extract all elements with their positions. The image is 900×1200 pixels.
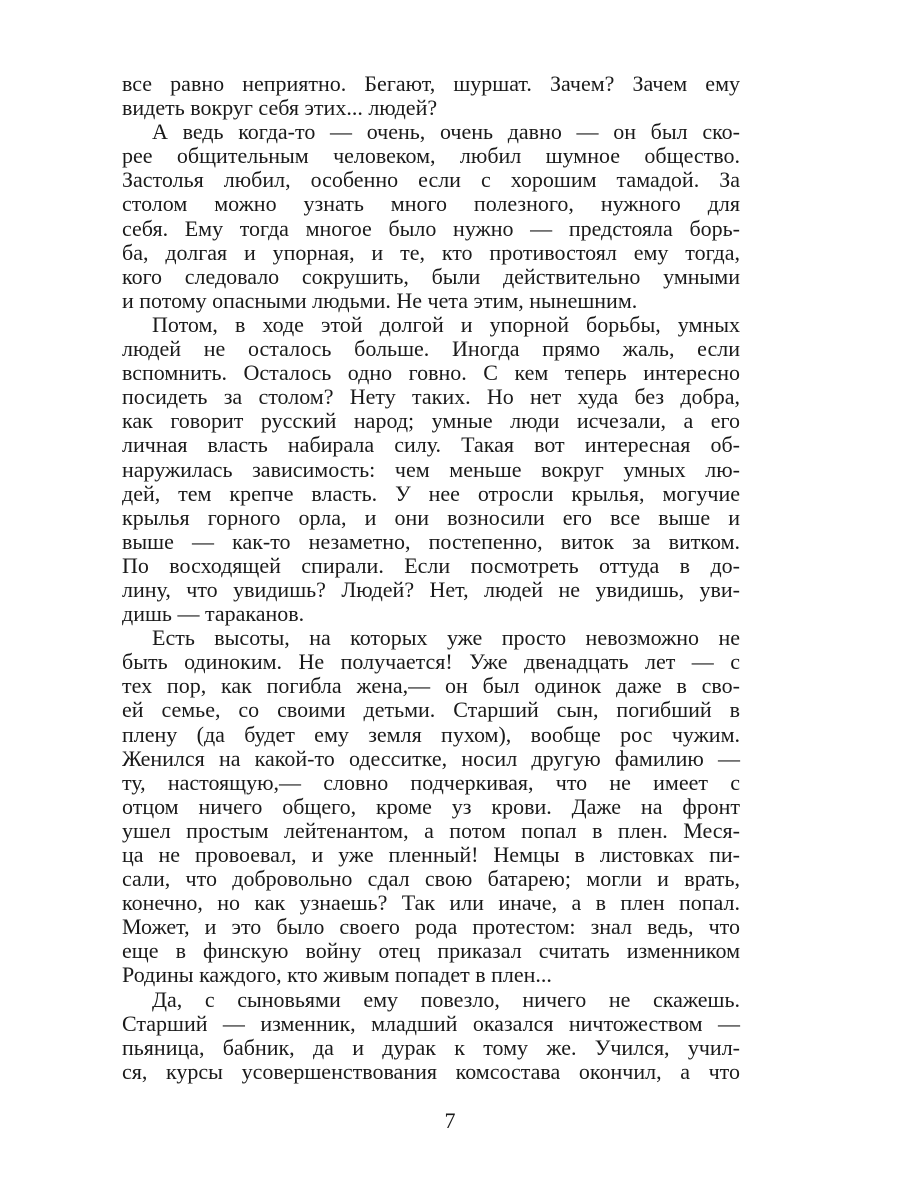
paragraph bbox=[122, 120, 740, 313]
text-line: пьяница, бабник, да и дурак к тому же. Учился, учил- bbox=[122, 1034, 740, 1060]
text-line: конечно, но как узнаешь? Так или иначе, а в плен попал. bbox=[122, 890, 740, 916]
text-line: посидеть за столом? Нету таких. Но нет худа без добра, bbox=[122, 384, 740, 410]
text-line: и потому опасными людьми. Не чета этим, нынешним. bbox=[122, 287, 638, 313]
text-line: ца не провоевал, и уже пленный! Немцы в листовках пи- bbox=[122, 842, 740, 867]
text-line: выше — как-то незаметно, постепенно, виток за витком. bbox=[122, 528, 740, 554]
text-line: Да, с сыновьями ему повезло, ничего не скажешь. bbox=[152, 986, 740, 1012]
text-line: Старший — изменник, младший оказался ничтожеством — bbox=[122, 1010, 740, 1036]
text-line: дишь — тараканов. bbox=[122, 601, 305, 627]
text-line: личная власть набирала силу. Такая вот интересная об- bbox=[122, 432, 740, 458]
text-line: себя. Ему тогда многое было нужно — предстояла борь- bbox=[122, 215, 740, 241]
text-line: наружилась зависимость: чем меньше вокруг умных лю- bbox=[122, 456, 740, 482]
page-number: 7 bbox=[444, 1108, 456, 1133]
text-line: ся, курсы усовершенствования комсостава окончил, а что bbox=[122, 1058, 740, 1084]
text-line: А ведь когда-то — очень, очень давно — он был ско- bbox=[152, 119, 740, 145]
text-line: еще в финскую войну отец приказал считать изменником bbox=[122, 938, 740, 964]
text-line: ушел простым лейтенантом, а потом попал в плен. Меся- bbox=[122, 817, 740, 843]
paragraph bbox=[122, 988, 740, 1084]
text-line: лину, что увидишь? Людей? Нет, людей не увидишь, уви- bbox=[122, 576, 740, 602]
paragraph bbox=[122, 313, 740, 626]
paragraph bbox=[122, 626, 740, 987]
text-line: Есть высоты, на которых уже просто невозможно не bbox=[152, 625, 740, 651]
text-line: Женился на какой-то одесситке, носил другую фамилию — bbox=[122, 745, 740, 771]
text-line: как говорит русский народ; умные люди исчезали, а его bbox=[122, 408, 740, 434]
text-line: ей семье, со своими детьми. Старший сын, погибший в bbox=[122, 697, 740, 723]
paragraph bbox=[122, 72, 740, 120]
text-line: все равно неприятно. Бегают, шуршат. Зачем? Зачем ему bbox=[122, 71, 740, 96]
text-line: людей не осталось больше. Иногда прямо жаль, если bbox=[122, 336, 740, 362]
text-line: ту, настоящую,— словно подчеркивая, что не имеет с bbox=[122, 769, 740, 795]
text-line: столом можно узнать много полезного, нужного для bbox=[122, 191, 740, 217]
text-line: отцом ничего общего, кроме уз крови. Даже на фронт bbox=[122, 793, 740, 819]
text-line: дей, тем крепче власть. У нее отросли крылья, могучие bbox=[122, 480, 740, 506]
text-line: быть одиноким. Не получается! Уже двенадцать лет — с bbox=[122, 649, 740, 675]
text-line: Потом, в ходе этой долгой и упорной борьбы, умных bbox=[152, 311, 740, 337]
text-line: тех пор, как погибла жена,— он был одинок даже в сво- bbox=[122, 673, 740, 699]
text-line: рее общительным человеком, любил шумное общество. bbox=[122, 143, 740, 169]
text-line: вспомнить. Осталось одно говно. С кем теперь интересно bbox=[122, 360, 740, 386]
text-line: кого следовало сокрушить, были действительно умными bbox=[122, 263, 740, 289]
page-body bbox=[122, 72, 740, 1084]
text-line: плену (да будет ему земля пухом), вообще рос чужим. bbox=[122, 721, 740, 747]
text-line: крылья горного орла, и они возносили его все выше и bbox=[122, 504, 740, 530]
text-line: Может, и это было своего рода протестом: знал ведь, что bbox=[122, 914, 740, 940]
text-line: сали, что добровольно сдал свою батарею; могли и врать, bbox=[122, 866, 740, 892]
text-line: видеть вокруг себя этих... людей? bbox=[122, 95, 438, 121]
text-line: По восходящей спирали. Если посмотреть оттуда в до- bbox=[122, 552, 740, 578]
text-line: Застолья любил, особенно если с хорошим тамадой. За bbox=[122, 167, 740, 193]
text-line: ба, долгая и упорная, и те, кто противостоял ему тогда, bbox=[122, 239, 740, 265]
text-line: Родины каждого, кто живым попадет в плен... bbox=[122, 962, 552, 988]
